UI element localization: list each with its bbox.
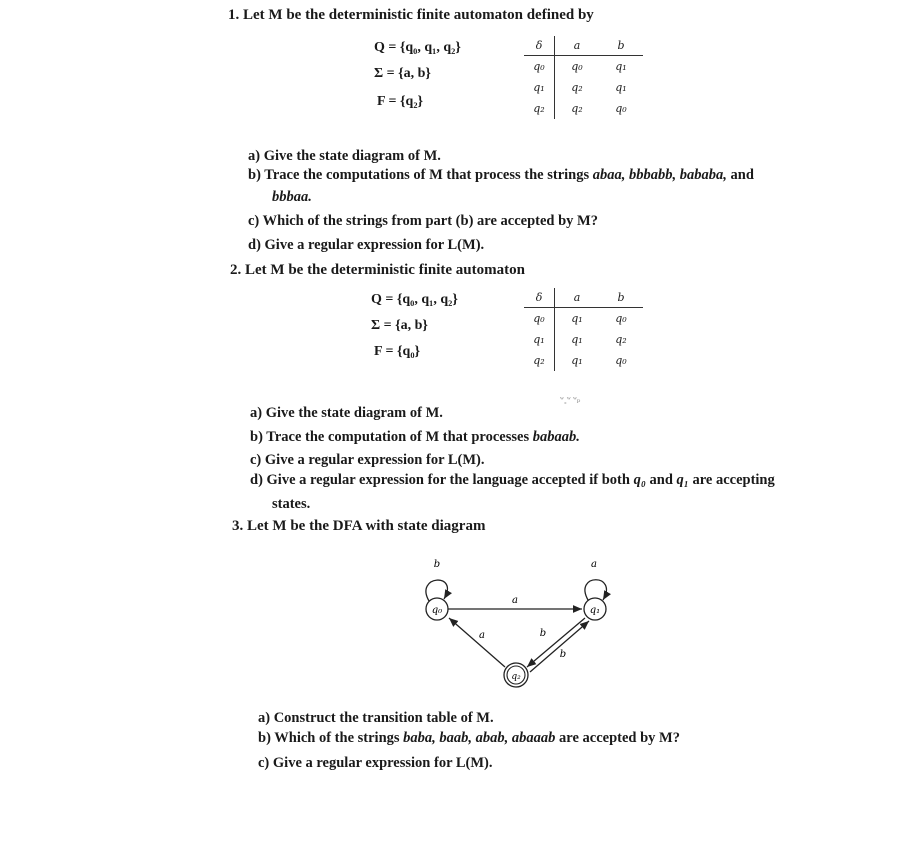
scan-smudge: ʷ˳ʷ ʷₚ: [560, 394, 581, 404]
q1-self-loop: [585, 580, 606, 600]
table-cell: q₀: [524, 308, 555, 330]
table-cell: q₂: [571, 102, 583, 115]
table-cell: q₀: [524, 56, 555, 78]
table-cell: q₁: [524, 329, 555, 350]
q1-loop-label: a: [591, 559, 597, 570]
p1-final-states: F = {q₂}: [377, 94, 424, 109]
table-header-cell: a: [555, 36, 600, 56]
table-cell: q₀: [615, 354, 627, 367]
q0-loop-label: b: [433, 559, 441, 570]
problem-1-title: 1. Let M be the deterministic finite automaton defined by: [228, 7, 594, 23]
edge-q0-q1-label: a: [512, 595, 518, 606]
edge-q2-q0-label: a: [479, 630, 485, 641]
table-cell: q₂: [524, 350, 555, 371]
table-cell: q₁: [615, 81, 627, 94]
table-cell: q₁: [524, 77, 555, 98]
p2-part-b: b) Trace the computation of M that processes babaab.: [250, 429, 580, 445]
table-cell: q₁: [615, 60, 627, 73]
problem-3-title: 3. Let M be the DFA with state diagram: [232, 518, 486, 534]
table-header-cell: a: [555, 288, 600, 308]
p3-part-a: a) Construct the transition table of M.: [258, 710, 494, 726]
p1-part-d: d) Give a regular expression for L(M).: [248, 237, 485, 253]
table-header-cell: δ: [524, 288, 555, 308]
state-q2-label: q₂: [511, 672, 521, 682]
state-q0-label: q₀: [431, 605, 443, 616]
edge-q2-q0: [449, 618, 505, 667]
edge-q2-q1-label: b: [559, 649, 567, 660]
p1-part-b-cont: bbbaa.: [272, 189, 312, 205]
table-cell: q₂: [615, 333, 627, 346]
p3-part-c: c) Give a regular expression for L(M).: [258, 755, 493, 771]
table-cell: q₁: [571, 354, 583, 367]
p2-part-d-cont: states.: [272, 496, 311, 512]
table-header-cell: b: [599, 36, 643, 56]
edge-q1-q2-label: b: [539, 628, 547, 639]
edge-q1-q2: [527, 618, 585, 667]
state-q1-label: q₁: [589, 605, 601, 616]
p2-part-d: d) Give a regular expression for the language accepted if both q₀ and q₁ are accepting: [250, 472, 775, 488]
table-cell: q₂: [524, 98, 555, 119]
p3-part-b: b) Which of the strings baba, baab, abab, abaaab are accepted by M?: [258, 730, 680, 746]
p2-part-c: c) Give a regular expression for L(M).: [250, 452, 485, 468]
table-cell: q₀: [571, 60, 583, 73]
p1-state-set: Q = {q₀, q₁, q₂}: [374, 40, 461, 55]
p2-final-states: F = {q₀}: [374, 344, 421, 359]
p2-alphabet: Σ = {a, b}: [371, 318, 428, 333]
p1-part-a: a) Give the state diagram of M.: [248, 148, 441, 164]
p2-part-a: a) Give the state diagram of M.: [250, 405, 443, 421]
table-cell: q₁: [571, 312, 583, 325]
table-cell: q₀: [615, 102, 627, 115]
p2-state-set: Q = {q₀, q₁, q₂}: [371, 292, 458, 307]
p1-alphabet: Σ = {a, b}: [374, 66, 431, 81]
p1-part-c: c) Which of the strings from part (b) are accepted by M?: [248, 213, 598, 229]
table-cell: q₂: [571, 81, 583, 94]
table-header-cell: δ: [524, 36, 555, 56]
table-cell: q₀: [615, 312, 627, 325]
p1-part-b: b) Trace the computations of M that process the strings abaa, bbbabb, bababa, and: [248, 167, 754, 183]
problem-2-title: 2. Let M be the deterministic finite automaton: [230, 262, 525, 278]
table-header-cell: b: [599, 288, 643, 308]
table-cell: q₁: [571, 333, 583, 346]
